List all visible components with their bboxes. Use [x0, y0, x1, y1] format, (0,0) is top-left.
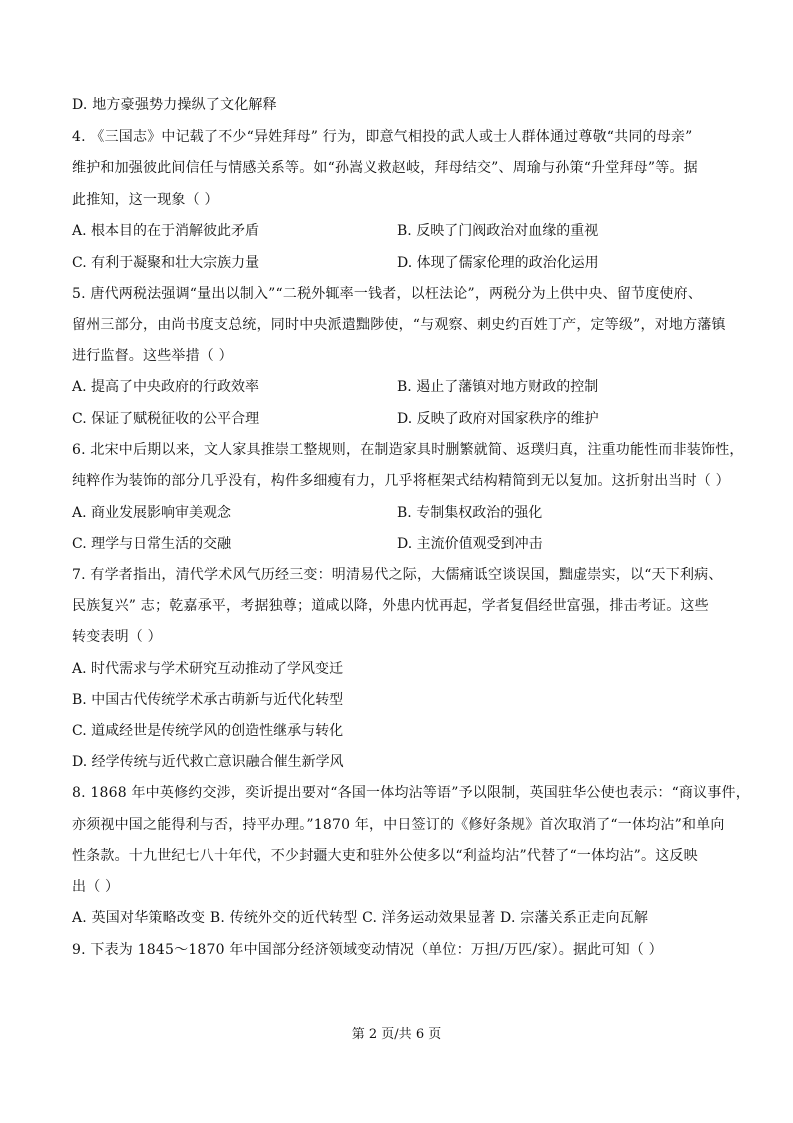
q4-stem-line-1: 4. 《三国志》中记载了不少“异姓拜母” 行为，即意气相投的武人或士人群体通过尊敬“共同的母亲”	[72, 129, 693, 145]
q7-option-c: C. 道咸经世是传统学风的创造性继承与转化	[72, 723, 344, 739]
q8-stem-line-2: 亦须视中国之能得利与否，持平办理。”1870 年，中日签订的《修好条规》首次取消了“一体均沾”和单向	[72, 817, 725, 833]
q7-option-a: A. 时代需求与学术研究互动推动了学风变迁	[72, 661, 344, 677]
q6-option-b: B. 专制集权政治的强化	[397, 505, 543, 521]
q9-stem: 9. 下表为 1845～1870 年中国部分经济领域变动情况（单位：万担/万匹/家）。据此可知（ ）	[72, 942, 663, 958]
q8-stem-line-4: 出（ ）	[72, 879, 120, 895]
q6-option-c: C. 理学与日常生活的交融	[72, 536, 232, 552]
q4-option-a: A. 根本目的在于消解彼此矛盾	[72, 223, 260, 239]
page-footer: 第 2 页/共 6 页	[351, 1027, 442, 1042]
q5-option-d: D. 反映了政府对国家秩序的维护	[397, 411, 599, 427]
q5-option-a: A. 提高了中央政府的行政效率	[72, 379, 260, 395]
q4-option-c: C. 有利于凝聚和壮大宗族力量	[72, 255, 260, 271]
prev-option-d: D. 地方豪强势力操纵了文化解释	[72, 97, 277, 113]
q7-stem-line-2: 民族复兴” 志；乾嘉承平，考据独尊；道咸以降，外患内忧再起，学者复倡经世富强，排击考证。这些	[72, 598, 709, 614]
q7-stem-line-1: 7. 有学者指出，清代学术风气历经三变：明清易代之际，大儒痛诋空谈误国，黜虚崇实，以“天下利病、	[72, 567, 723, 583]
q4-stem-line-3: 此推知，这一现象（ ）	[72, 192, 219, 208]
q5-stem-line-3: 进行监督。这些举措（ ）	[72, 348, 233, 364]
q7-option-b: B. 中国古代传统学术承古萌新与近代化转型	[72, 692, 344, 708]
q8-stem-line-1: 8. 1868 年中英修约交涉，奕䜣提出要对“各国一体均沾等语”予以限制，英国驻华公使也表示：“商议事件，	[72, 785, 750, 801]
q7-stem-line-3: 转变表明（ ）	[72, 629, 162, 645]
q5-stem-line-1: 5. 唐代两税法强调“量出以制入”“二税外辄率一钱者，以枉法论”，两税分为上供中央、留节度使府、	[72, 286, 703, 302]
q7-option-d: D. 经学传统与近代救亡意识融合催生新学风	[72, 754, 344, 770]
q4-option-b: B. 反映了门阀政治对血缘的重视	[397, 223, 599, 239]
q4-stem-line-2: 维护和加强彼此间信任与情感关系等。如“孙嵩义救赵岐，拜母结交”、周瑜与孙策“升堂拜母”等。据	[72, 160, 698, 176]
q4-option-d: D. 体现了儒家伦理的政治化运用	[397, 255, 599, 271]
q6-option-d: D. 主流价值观受到冲击	[397, 536, 543, 552]
q5-stem-line-2: 留州三部分，由尚书度支总统，同时中央派遣黜陟使，“与观察、刺史约百姓丁产，定等级”，对地方藩镇	[72, 317, 726, 333]
q8-options: A. 英国对华策略改变 B. 传统外交的近代转型 C. 洋务运动效果显著 D. 宗藩关系正走向瓦解	[72, 910, 649, 926]
q5-option-b: B. 遏止了藩镇对地方财政的控制	[397, 379, 599, 395]
q6-stem-line-1: 6. 北宋中后期以来，文人家具推崇工整规则，在制造家具时删繁就简、返璞归真，注重功能性而非装饰性，	[72, 442, 744, 458]
q5-option-c: C. 保证了赋税征收的公平合理	[72, 411, 260, 427]
q6-stem-line-2: 纯粹作为装饰的部分几乎没有，构件多细瘦有力，几乎将框架式结构精简到无以复加。这折射出当时（ ）	[72, 473, 730, 489]
q8-stem-line-3: 性条款。十九世纪七八十年代，不少封疆大吏和驻外公使多以“利益均沾”代替了“一体均沾”。这反映	[72, 848, 698, 864]
q6-option-a: A. 商业发展影响审美观念	[72, 505, 232, 521]
